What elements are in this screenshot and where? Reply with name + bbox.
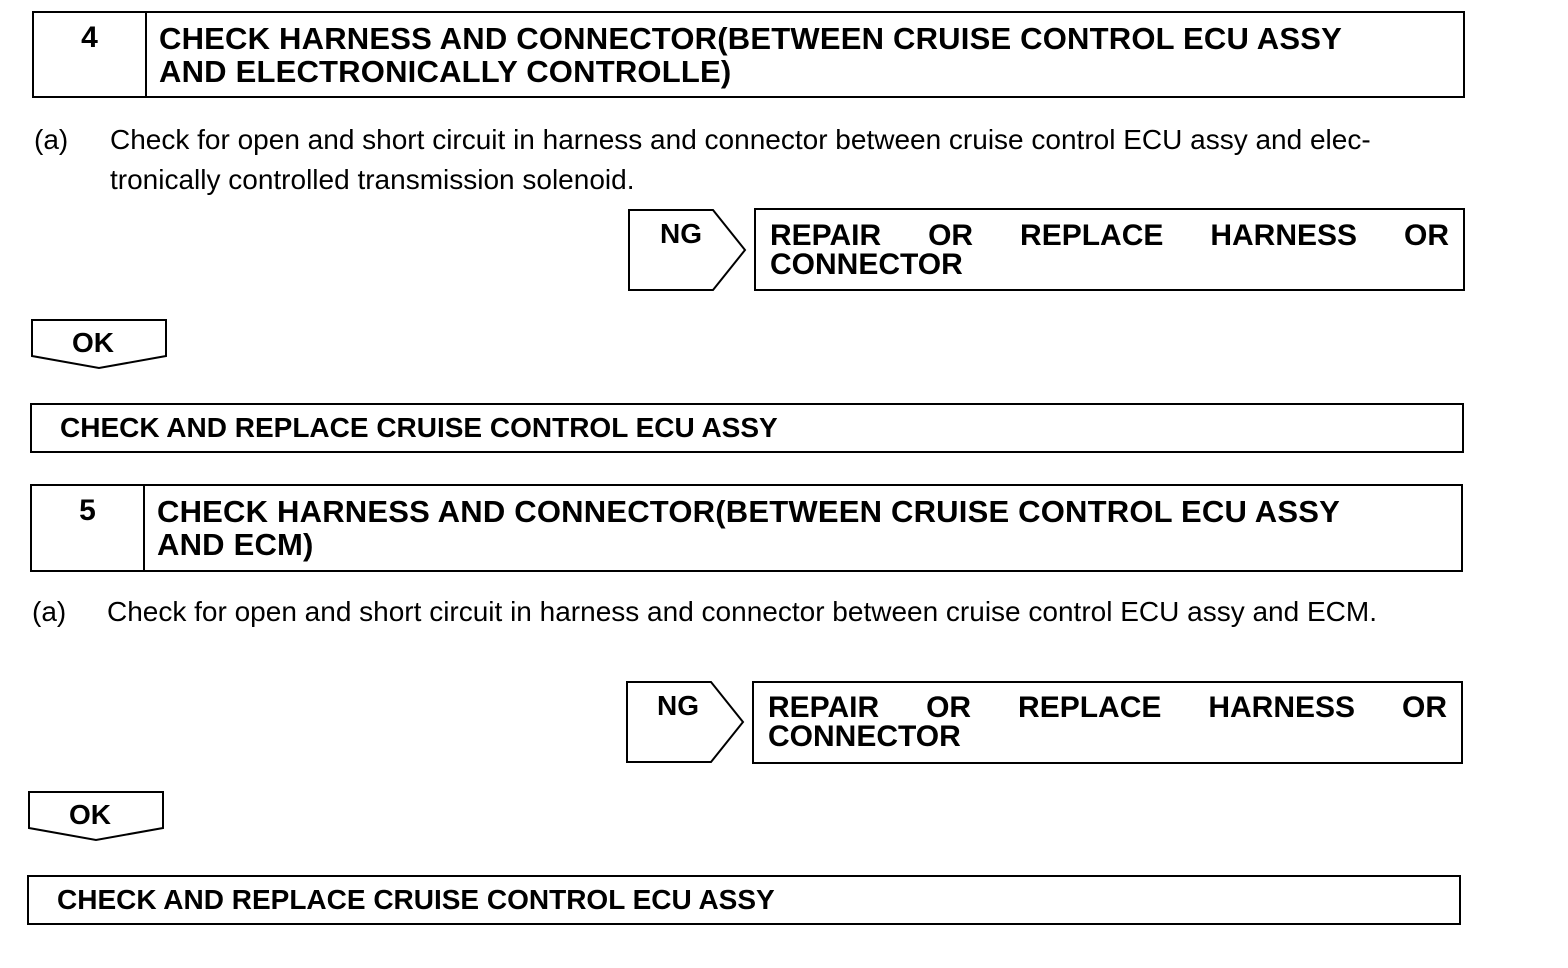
step-4-sub-text-line2: tronically controlled transmission solenoid.	[110, 164, 635, 195]
step-4-title-line1: CHECK HARNESS AND CONNECTOR(BETWEEN CRUISE CONTROL ECU ASSY	[159, 21, 1342, 56]
step-5-result-text: CHECK AND REPLACE CRUISE CONTROL ECU ASSY	[57, 884, 775, 915]
step-5-repair-word: HARNESS	[1208, 691, 1356, 724]
step-5-title-line1: CHECK HARNESS AND CONNECTOR(BETWEEN CRUISE CONTROL ECU ASSY	[157, 494, 1340, 529]
step-4-repair-word: REPLACE	[1020, 219, 1164, 252]
step-5-repair-word: REPLACE	[1018, 691, 1162, 724]
step-4-repair-word: OR	[1404, 219, 1449, 252]
step-4-result-text: CHECK AND REPLACE CRUISE CONTROL ECU ASSY	[60, 412, 778, 443]
step-5-title-line2: AND ECM)	[157, 527, 314, 562]
step-5-header	[30, 484, 1463, 572]
step-4-title-line2: AND ELECTRONICALLY CONTROLLE)	[159, 54, 732, 89]
step-5-repair-box	[752, 681, 1463, 764]
step-5-ng-label: NG	[657, 690, 699, 721]
step-4-header	[32, 11, 1465, 98]
step-4-repair-word: REPAIR	[770, 219, 882, 252]
step-5-sub-text-line1: Check for open and short circuit in harness and connector between cruise control ECU assy and ECM.	[107, 596, 1377, 627]
step-4-repair-word: OR	[928, 219, 974, 252]
step-5-number: 5	[32, 486, 145, 570]
step-5-repair-word: OR	[926, 691, 972, 724]
step-5-result-box	[27, 875, 1461, 925]
step-5-sub-label: (a)	[32, 596, 67, 627]
step-4-repair-word: HARNESS	[1210, 219, 1358, 252]
step-5-repair-line2: CONNECTOR	[768, 720, 961, 753]
step-5-ok-label: OK	[69, 799, 111, 830]
step-4-result-box	[30, 403, 1464, 453]
step-4-repair-line1	[770, 221, 1449, 251]
step-4-title	[159, 22, 1342, 88]
step-5-title	[157, 495, 1340, 561]
step-4-sub-text	[110, 120, 1371, 200]
step-5-repair-word: REPAIR	[768, 691, 880, 724]
step-5-repair-word: OR	[1402, 691, 1447, 724]
step-4-sub-text-line1: Check for open and short circuit in harness and connector between cruise control ECU assy and elec-	[110, 124, 1371, 155]
step-4-repair-line2: CONNECTOR	[770, 248, 963, 281]
step-4-sub-label: (a)	[34, 124, 69, 155]
step-4-ok-label: OK	[72, 327, 114, 358]
step-5-repair-line1	[768, 693, 1447, 723]
step-5-sub-text	[107, 592, 1377, 632]
step-4-ng-label: NG	[660, 218, 702, 249]
step-4-number: 4	[34, 13, 147, 96]
step-4-repair-box	[754, 208, 1465, 291]
